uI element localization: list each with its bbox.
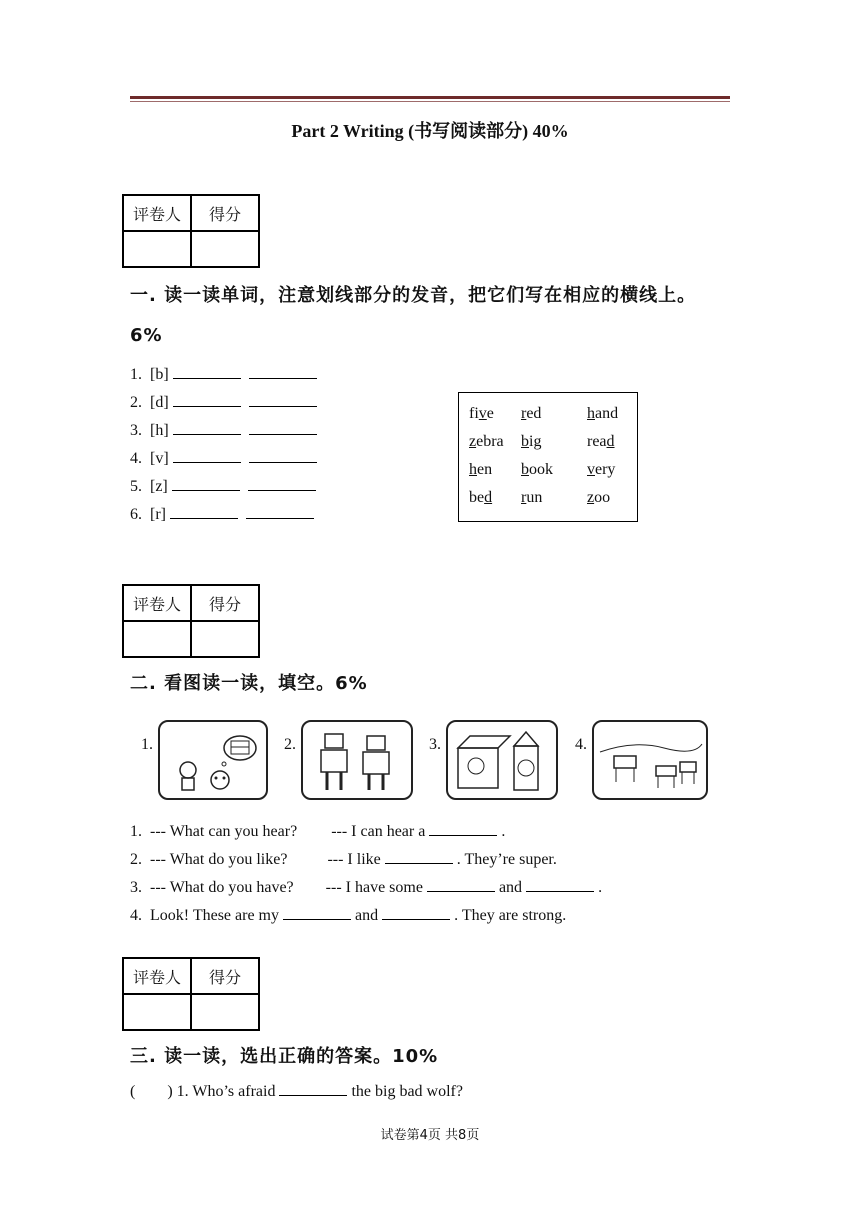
- q-text: 1. --- What can you hear?: [130, 823, 298, 840]
- answer-blank[interactable]: [173, 364, 241, 379]
- phonics-item-label: 2. [d]: [130, 394, 169, 411]
- food-box-and-milk-carton-icon: [448, 722, 556, 798]
- word-item: [521, 405, 541, 423]
- underlined-letter: h: [469, 461, 477, 478]
- answer-blank[interactable]: [173, 448, 241, 463]
- score-label: 得分: [191, 195, 259, 231]
- q-text: 3. --- What do you have?: [130, 879, 294, 896]
- word-suffix: ebra: [476, 433, 504, 450]
- word-suffix: oo: [594, 489, 611, 506]
- picture-number-1: 1.: [141, 736, 153, 753]
- answer-blank[interactable]: [385, 849, 453, 864]
- score-cell[interactable]: [191, 994, 259, 1030]
- underlined-letter: v: [478, 405, 487, 422]
- word-prefix: rea: [587, 433, 607, 450]
- underlined-letter: d: [484, 489, 493, 506]
- phonics-item-label: 5. [z]: [130, 478, 168, 495]
- section1-heading: 一. 读一读单词，注意划线部分的发音，把它们写在相应的横线上。: [130, 285, 697, 306]
- phonics-item: [130, 364, 321, 384]
- robots-icon: [303, 722, 411, 798]
- word-item: [587, 489, 610, 507]
- score-label: 得分: [191, 585, 259, 621]
- word-item: [469, 433, 504, 451]
- phonics-item: [130, 504, 318, 524]
- word-suffix: and: [595, 405, 619, 422]
- picture-4-illustration: [592, 720, 708, 800]
- section3-heading: 三. 读一读，选出正确的答案。10%: [130, 1046, 439, 1067]
- answer-blank[interactable]: [249, 392, 317, 407]
- score-table-3: [122, 957, 260, 1031]
- s2-line-2: [130, 849, 557, 869]
- word-suffix: ook: [529, 461, 553, 478]
- phonics-item-label: 6. [r]: [130, 506, 166, 523]
- answer-blank[interactable]: [173, 420, 241, 435]
- s2-line-1: [130, 821, 505, 841]
- and-text: and: [498, 879, 523, 896]
- score-table-2: [122, 584, 260, 658]
- word-item: [521, 461, 553, 479]
- score-cell[interactable]: [191, 231, 259, 267]
- word-item: [469, 461, 492, 479]
- answer-blank[interactable]: [382, 905, 450, 920]
- answer-blank[interactable]: [249, 448, 317, 463]
- underlined-letter: b: [521, 433, 529, 450]
- s3-question-1: [130, 1081, 463, 1101]
- word-item: [521, 489, 542, 507]
- and-text: and: [355, 907, 379, 924]
- picture-number-3: 3.: [429, 736, 441, 753]
- answer-blank[interactable]: [526, 877, 594, 892]
- word-item: [587, 461, 615, 479]
- picture-1-illustration: [158, 720, 268, 800]
- underlined-letter: d: [606, 433, 615, 450]
- animals-icon: [594, 722, 706, 798]
- answer-blank[interactable]: [173, 392, 241, 407]
- answer-blank[interactable]: [429, 821, 497, 836]
- underlined-letter: r: [521, 489, 527, 506]
- answer-blank[interactable]: [279, 1081, 347, 1096]
- q-text: 2. --- What do you like?: [130, 851, 288, 868]
- section2-heading: 二. 看图读一读，填空。6%: [130, 673, 368, 694]
- underlined-letter: v: [587, 461, 595, 478]
- phonics-item-label: 4. [v]: [130, 450, 169, 467]
- word-prefix: fi: [469, 405, 479, 422]
- a-text-end: . They are strong.: [454, 907, 567, 924]
- header-rule-thin: [130, 101, 730, 102]
- answer-blank[interactable]: [246, 504, 314, 519]
- answer-blank[interactable]: [249, 364, 317, 379]
- word-box: [458, 392, 638, 522]
- word-item: [521, 433, 541, 451]
- phonics-item: [130, 448, 321, 468]
- word-item: [587, 405, 618, 423]
- phonics-item: [130, 420, 321, 440]
- answer-blank[interactable]: [170, 504, 238, 519]
- picture-3-illustration: [446, 720, 558, 800]
- word-suffix: un: [526, 489, 543, 506]
- a-text-end: .: [598, 879, 603, 896]
- answer-blank[interactable]: [172, 476, 240, 491]
- phonics-item: [130, 392, 321, 412]
- score-label: 得分: [191, 958, 259, 994]
- header-rule: [130, 96, 730, 99]
- q-text: 4. Look! These are my: [130, 907, 279, 924]
- score-cell[interactable]: [191, 621, 259, 657]
- phonics-item-label: 1. [b]: [130, 366, 169, 383]
- s2-line-4: [130, 905, 566, 925]
- grader-label: 评卷人: [123, 958, 191, 994]
- section1-points: 6%: [130, 325, 163, 346]
- a-text: --- I have some: [325, 879, 423, 896]
- grader-cell[interactable]: [123, 621, 191, 657]
- underlined-letter: z: [469, 433, 477, 450]
- answer-blank[interactable]: [283, 905, 351, 920]
- q-text-end: the big bad wolf?: [351, 1083, 463, 1100]
- word-item: [469, 489, 492, 507]
- word-item: [587, 433, 615, 451]
- word-suffix: e: [486, 405, 494, 422]
- a-text: --- I can hear a: [331, 823, 426, 840]
- a-text-end: . They’re super.: [456, 851, 557, 868]
- underlined-letter: h: [587, 405, 595, 422]
- grader-cell[interactable]: [123, 994, 191, 1030]
- picture-number-2: 2.: [284, 736, 296, 753]
- q-text: ( ) 1. Who’s afraid: [130, 1083, 276, 1100]
- answer-blank[interactable]: [248, 476, 316, 491]
- grader-label: 评卷人: [123, 585, 191, 621]
- word-suffix: ery: [595, 461, 616, 478]
- score-table-1: [122, 194, 260, 268]
- a-text-end: .: [501, 823, 506, 840]
- phonics-item-label: 3. [h]: [130, 422, 169, 439]
- page-footer: 试卷第4页 共8页: [380, 1128, 480, 1143]
- grader-label: 评卷人: [123, 195, 191, 231]
- answer-blank[interactable]: [427, 877, 495, 892]
- word-suffix: en: [477, 461, 493, 478]
- grader-cell[interactable]: [123, 231, 191, 267]
- word-suffix: ed: [526, 405, 542, 422]
- underlined-letter: r: [521, 405, 527, 422]
- page-title: Part 2 Writing (书写阅读部分) 40%: [291, 121, 569, 141]
- underlined-letter: z: [587, 489, 595, 506]
- word-item: [469, 405, 494, 423]
- s2-line-3: [130, 877, 602, 897]
- answer-blank[interactable]: [249, 420, 317, 435]
- picture-number-4: 4.: [575, 736, 587, 753]
- a-text: --- I like: [327, 851, 381, 868]
- word-prefix: be: [469, 489, 485, 506]
- word-suffix: ig: [529, 433, 542, 450]
- phonics-item: [130, 476, 320, 496]
- boy-listening-icon: [160, 722, 266, 798]
- underlined-letter: b: [521, 461, 529, 478]
- picture-2-illustration: [301, 720, 413, 800]
